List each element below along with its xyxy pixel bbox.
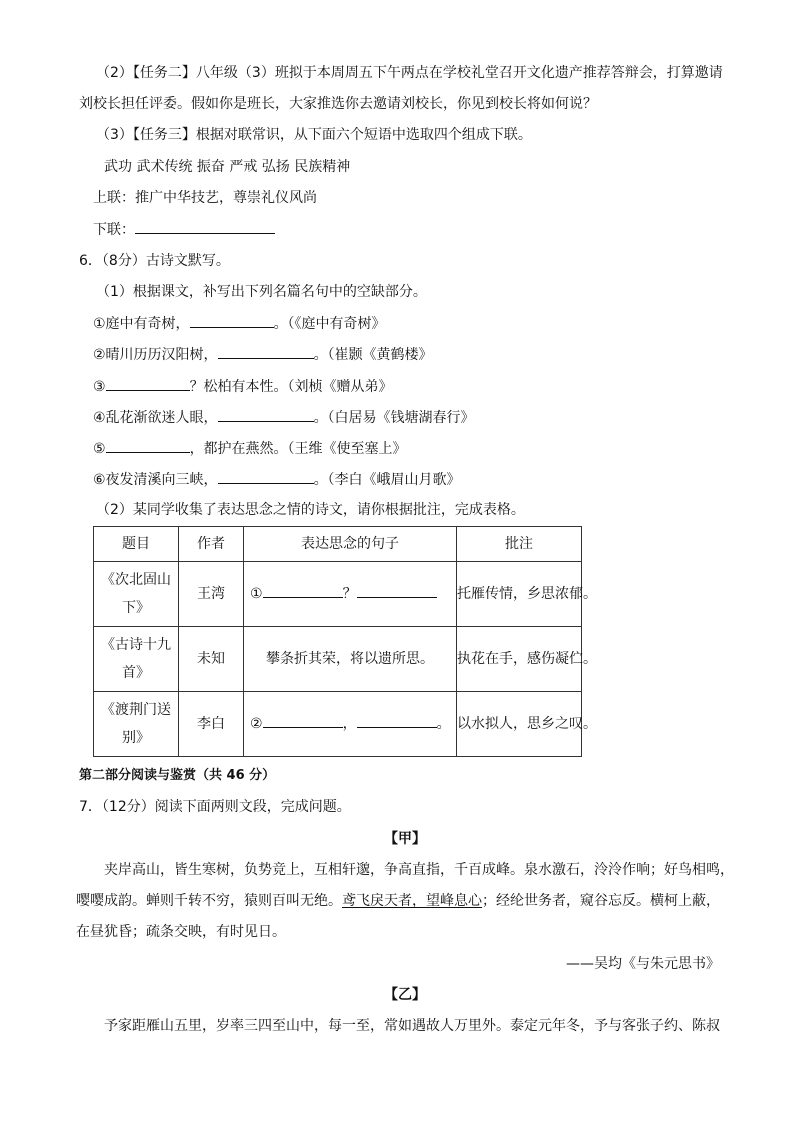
cell-note xyxy=(457,627,597,692)
cell-author: 李白 xyxy=(179,692,244,757)
answer-blank[interactable] xyxy=(263,583,343,598)
task2-line2: 刘校长担任评委。假如你是班长，大家推选你去邀请刘校长，你见到校长将如何说？ xyxy=(79,96,597,112)
item-source: ，都护在燕然。（王维《使至塞上》 xyxy=(189,441,407,457)
cell-author: 王湾 xyxy=(179,562,244,627)
item-source: ？松柏有本性。（刘桢《赠从弟》 xyxy=(189,379,393,395)
answer-blank[interactable] xyxy=(106,438,190,453)
jia-line3: 在昼犹昏；疏条交映，有时见日。 xyxy=(76,924,286,940)
cell-note xyxy=(457,692,597,757)
note-text: 执花在手，感伤凝伫。 xyxy=(457,651,597,667)
jia-source: ——吴均《与朱元思书》 xyxy=(566,956,720,972)
cell-author: 未知 xyxy=(179,627,244,692)
title-part: 下》 xyxy=(122,600,150,616)
q6-sub2: （2）某同学收集了表达思念之情的诗文，请你根据批注，完成表格。 xyxy=(96,502,525,518)
answer-blank[interactable] xyxy=(357,583,437,598)
title-part: 《渡荆门送 xyxy=(101,702,171,718)
q6-item-2 xyxy=(93,344,433,365)
cell-sentence xyxy=(244,692,457,757)
header-sentence: 表达思念的句子 xyxy=(244,527,457,562)
circle-number: ① xyxy=(250,586,263,602)
poem-table xyxy=(93,526,597,757)
punct: ， xyxy=(342,716,357,732)
item-text: ⑤ xyxy=(93,441,106,457)
q6-sub1: （1）根据课文，补写出下列名篇名句中的空缺部分。 xyxy=(96,284,427,300)
title-part: 首》 xyxy=(122,665,150,681)
answer-blank[interactable] xyxy=(218,407,314,422)
q6-header: 6．（8分）古诗文默写。 xyxy=(79,253,230,269)
cell-note xyxy=(457,562,597,627)
table-row xyxy=(94,692,582,757)
cell-title xyxy=(94,627,179,692)
note-text: 以水拟人，思乡之叹。 xyxy=(457,716,597,732)
item-text: ⑥夜发清溪向三峡， xyxy=(93,472,218,488)
phrase-options: 武功 武术传统 振奋 严戒 弘扬 民族精神 xyxy=(104,159,351,175)
jia-line2 xyxy=(76,891,720,911)
jia-title: 【甲】 xyxy=(384,831,426,847)
upper-couplet: 上联：推广中华技艺，尊崇礼仪风尚 xyxy=(93,190,317,206)
header-title: 题目 xyxy=(94,527,179,562)
item-source: 。（李白《峨眉山月歌》 xyxy=(313,472,461,488)
punct: ？ xyxy=(342,586,357,602)
title-part: 别》 xyxy=(122,730,150,746)
part2-heading: 第二部分阅读与鉴赏（共 46 分） xyxy=(79,768,276,783)
punct: 。 xyxy=(436,716,451,732)
item-text: ③ xyxy=(93,379,106,395)
text-seg: 嘤嘤成韵。蝉则千转不穷，猿则百叫无绝。 xyxy=(76,893,342,909)
task2-line1: （2）【任务二】八年级（3）班拟于本周周五下午两点在学校礼堂召开文化遗产推荐答辩会，打算邀请 xyxy=(96,65,723,81)
cell-sentence xyxy=(244,627,457,692)
answer-blank[interactable] xyxy=(218,469,314,484)
note-text: 托雁传情，乡思浓郁。 xyxy=(457,586,597,602)
cell-title xyxy=(94,692,179,757)
item-source: 。（崔颢《黄鹤楼》 xyxy=(313,347,433,363)
q6-item-4 xyxy=(93,407,475,428)
title-part: 《次北固山 xyxy=(101,572,171,588)
answer-blank[interactable] xyxy=(135,219,275,234)
table-row xyxy=(94,627,582,692)
lower-label: 下联： xyxy=(93,222,135,238)
header-note: 批注 xyxy=(457,527,582,562)
answer-blank[interactable] xyxy=(106,376,190,391)
item-text: ②晴川历历汉阳树， xyxy=(93,347,218,363)
q6-item-5 xyxy=(93,438,407,459)
title-part: 《古诗十九 xyxy=(101,637,171,653)
jia-line1: 夹岸高山，皆生寒树，负势竞上，互相轩邈，争高直指，千百成峰。泉水激石，泠泠作响；好鸟相鸣， xyxy=(104,862,734,878)
q6-item-6 xyxy=(93,469,461,490)
text-seg: ；经纶世务者，窥谷忘反。横柯上蔽， xyxy=(482,893,720,909)
task3-line1: （3）【任务三】根据对联常识，从下面六个短语中选取四个组成下联。 xyxy=(96,127,532,143)
yi-line1: 予家距雁山五里，岁率三四至山中，每一至，常如遇故人万里外。泰定元年冬，予与客张子约、陈叔 xyxy=(104,1018,720,1034)
q6-item-3 xyxy=(93,376,393,397)
answer-blank[interactable] xyxy=(218,344,314,359)
item-source: 。（白居易《钱塘湖春行》 xyxy=(313,410,475,426)
sentence-text: 攀条折其荣，将以遗所思。 xyxy=(266,651,434,667)
answer-blank[interactable] xyxy=(190,313,274,328)
header-author: 作者 xyxy=(179,527,244,562)
table-header-row xyxy=(94,527,582,562)
answer-blank[interactable] xyxy=(357,713,437,728)
item-source: 。（《庭中有奇树》 xyxy=(273,316,386,332)
yi-title: 【乙】 xyxy=(384,987,426,1003)
underlined-text: 鸢飞戾天者，望峰息心 xyxy=(342,893,482,909)
lower-couplet xyxy=(93,219,275,240)
circle-number: ② xyxy=(250,716,263,732)
answer-blank[interactable] xyxy=(263,713,343,728)
table-row xyxy=(94,562,582,627)
q6-item-1 xyxy=(93,313,386,334)
cell-title xyxy=(94,562,179,627)
item-text: ④乱花渐欲迷人眼， xyxy=(93,410,218,426)
cell-sentence xyxy=(244,562,457,627)
item-text: ①庭中有奇树， xyxy=(93,316,190,332)
q7-header: 7．（12分）阅读下面两则文段，完成问题。 xyxy=(79,799,351,815)
